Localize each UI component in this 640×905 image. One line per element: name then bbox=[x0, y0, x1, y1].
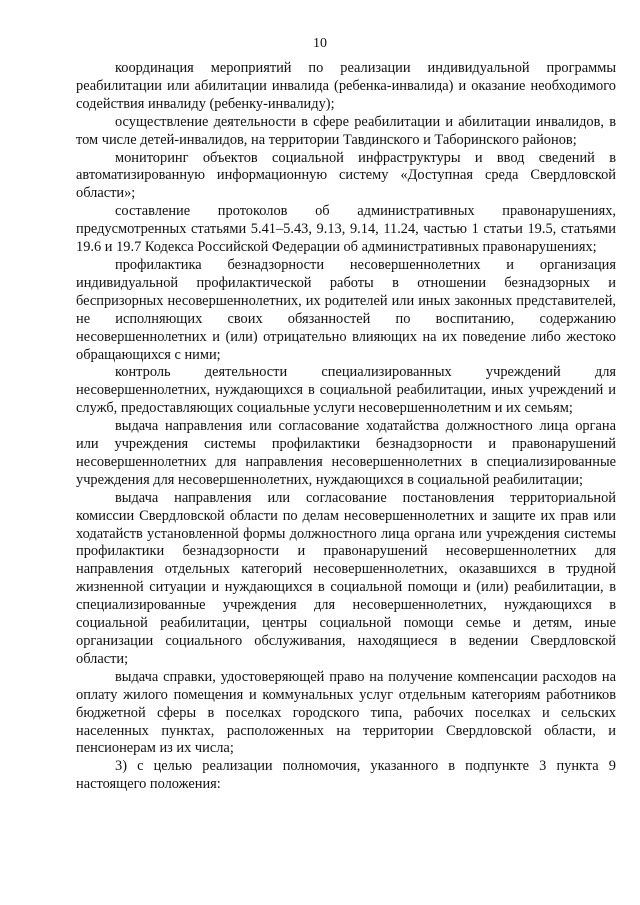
document-body bbox=[76, 60, 616, 794]
paragraph-rehab-activity: осуществление деятельности в сфере реабилитации и абилитации инвалидов, в том числе детей-инвалидов, на территории Тавдинского и Таборинского районов; bbox=[76, 113, 616, 148]
paragraph-infrastructure-monitoring: мониторинг объектов социальной инфраструктуры и ввод сведений в автоматизированную информационную систему «Доступная среда Свердловской области»; bbox=[76, 149, 616, 202]
paragraph-rehab-program-coordination: координация мероприятий по реализации индивидуальной программы реабилитации или абилитации инвалида (ребенка-инвалида) и оказание необходимого содействия инвалиду (ребенку-инвалиду); bbox=[76, 60, 616, 112]
paragraph-institution-control: контроль деятельности специализированных учреждений для несовершеннолетних, нуждающихся в социальной реабилитации, иных учреждений и служб, предоставляющих социальные услуги несовершеннолетним и их семьям; bbox=[76, 364, 616, 417]
paragraph-compensation-certificate: выдача справки, удостоверяющей право на получение компенсации расходов на оплату жилого помещения и коммунальных услуг отдельным категориям работников бюджетной сферы в поселках городского типа, рабочих поселках и сельских населенных пунктах, расположенных на территории Свердловской области, и пенсионерам из их числа; bbox=[76, 668, 616, 757]
paragraph-referral-petition: выдача направления или согласование ходатайства должностного лица органа или учреждения системы профилактики безнадзорности и правонарушений несовершеннолетних для направления несовершеннолетних в специализированные учреждения для несовершеннолетних, нуждающихся в социальной реабилитации; bbox=[76, 418, 616, 488]
page-number: 10 bbox=[313, 36, 327, 51]
paragraph-protocols: составление протоколов об административных правонарушениях, предусмотренных статьями 5.41–5.43, 9.13, 9.14, 11.24, частью 1 статьи 19.5, статьями 19.6 и 19.7 Кодекса Российской Федерации об административных правонарушениях; bbox=[76, 203, 616, 256]
paragraph-subclause-3: 3) с целью реализации полномочия, указанного в подпункте 3 пункта 9 настоящего положения: bbox=[76, 758, 616, 793]
paragraph-referral-resolution: выдача направления или согласование постановления территориальной комиссии Свердловской области по делам несовершеннолетних и защите их прав или ходатайств установленной формы должностного лица органа или учреждения системы профилактики безнадзорности и правонарушений несовершеннолетних для направления отдельных категорий несовершеннолетних, оказавшихся в трудной жизненной ситуации и нуждающихся в социальной помощи и (или) реабилитации, в специализированные учреждения для несовершеннолетних, нуждающихся в социальной реабилитации, центры социальной помощи семье и детям, иные организации социального обслуживания, находящиеся в ведении Свердловской области; bbox=[76, 489, 616, 667]
paragraph-neglect-prevention: профилактика безнадзорности несовершеннолетних и организация индивидуальной профилактической работы в отношении безнадзорных и беспризорных несовершеннолетних, их родителей или иных законных представителей, не исполняющих своих обязанностей по воспитанию, содержанию несовершеннолетних и (или) отрицательно влияющих на их поведение либо жестоко обращающихся с ними; bbox=[76, 256, 616, 363]
